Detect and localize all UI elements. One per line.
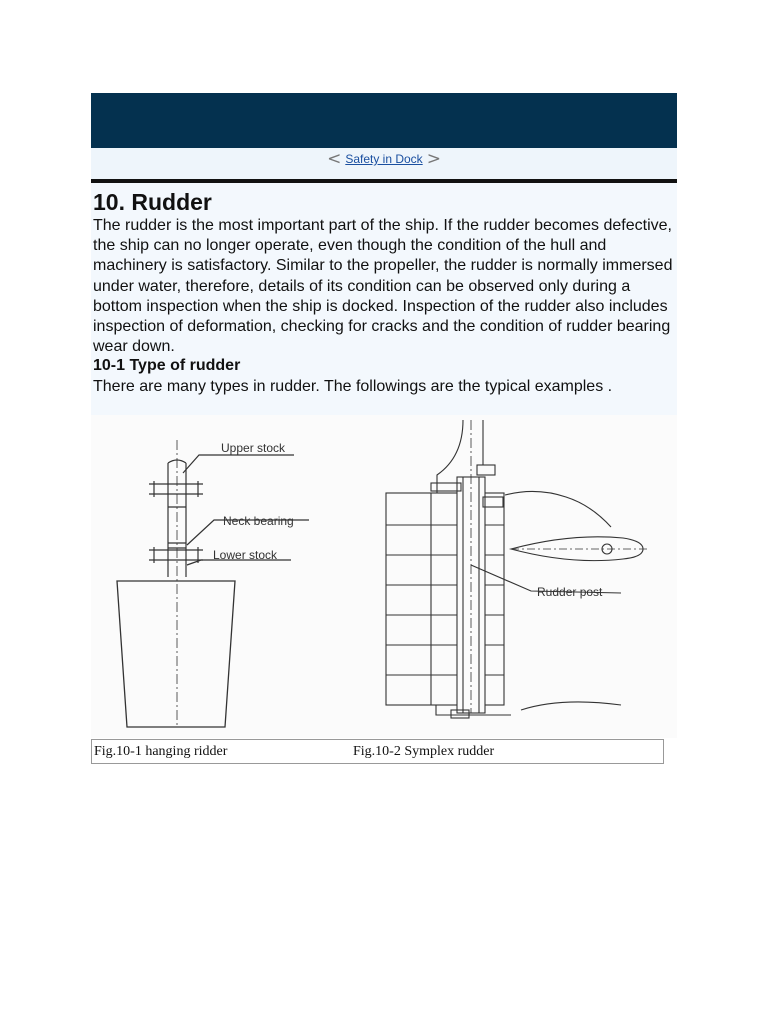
header-banner [91,93,677,148]
lower-stock-label: Lower stock [213,548,278,562]
caption-fig-10-1: Fig.10-1 hanging ridder [94,744,228,759]
figure-caption-row [91,739,664,764]
neck-bearing-label: Neck bearing [223,514,294,528]
page-title: 10. Rudder [93,189,212,215]
intro-paragraph: The rudder is the most important part of the ship. If the rudder becomes defective, the ship can no longer operate, even though the condition of the hull and machinery is satisfactory. Similar to the propeller, the rudder is normally immersed under water, therefore, details of its condition can be observed only during a bottom inspection when the ship is docked. Inspection of the rudder also includes inspection of deformation, checking for cracks and the condition of rudder bearing wear down. [93,217,673,356]
rudder-drawings [91,415,677,738]
caption-fig-10-2: Fig.10-2 Symplex rudder [353,744,495,759]
rudder-post-label: Rudder post [537,585,603,599]
safety-in-dock-link[interactable]: Safety in Dock [345,152,423,166]
symplex-rudder-drawing [386,420,647,718]
breadcrumb [91,148,677,179]
rudder-figure [91,415,677,738]
prev-arrow-icon[interactable]: < [327,149,342,169]
upper-stock-label: Upper stock [221,441,286,455]
next-arrow-icon[interactable]: > [426,149,441,169]
types-paragraph: There are many types in rudder. The followings are the typical examples . [93,378,613,395]
hanging-rudder-drawing [117,440,309,727]
section-heading: 10-1 Type of rudder [93,357,241,374]
